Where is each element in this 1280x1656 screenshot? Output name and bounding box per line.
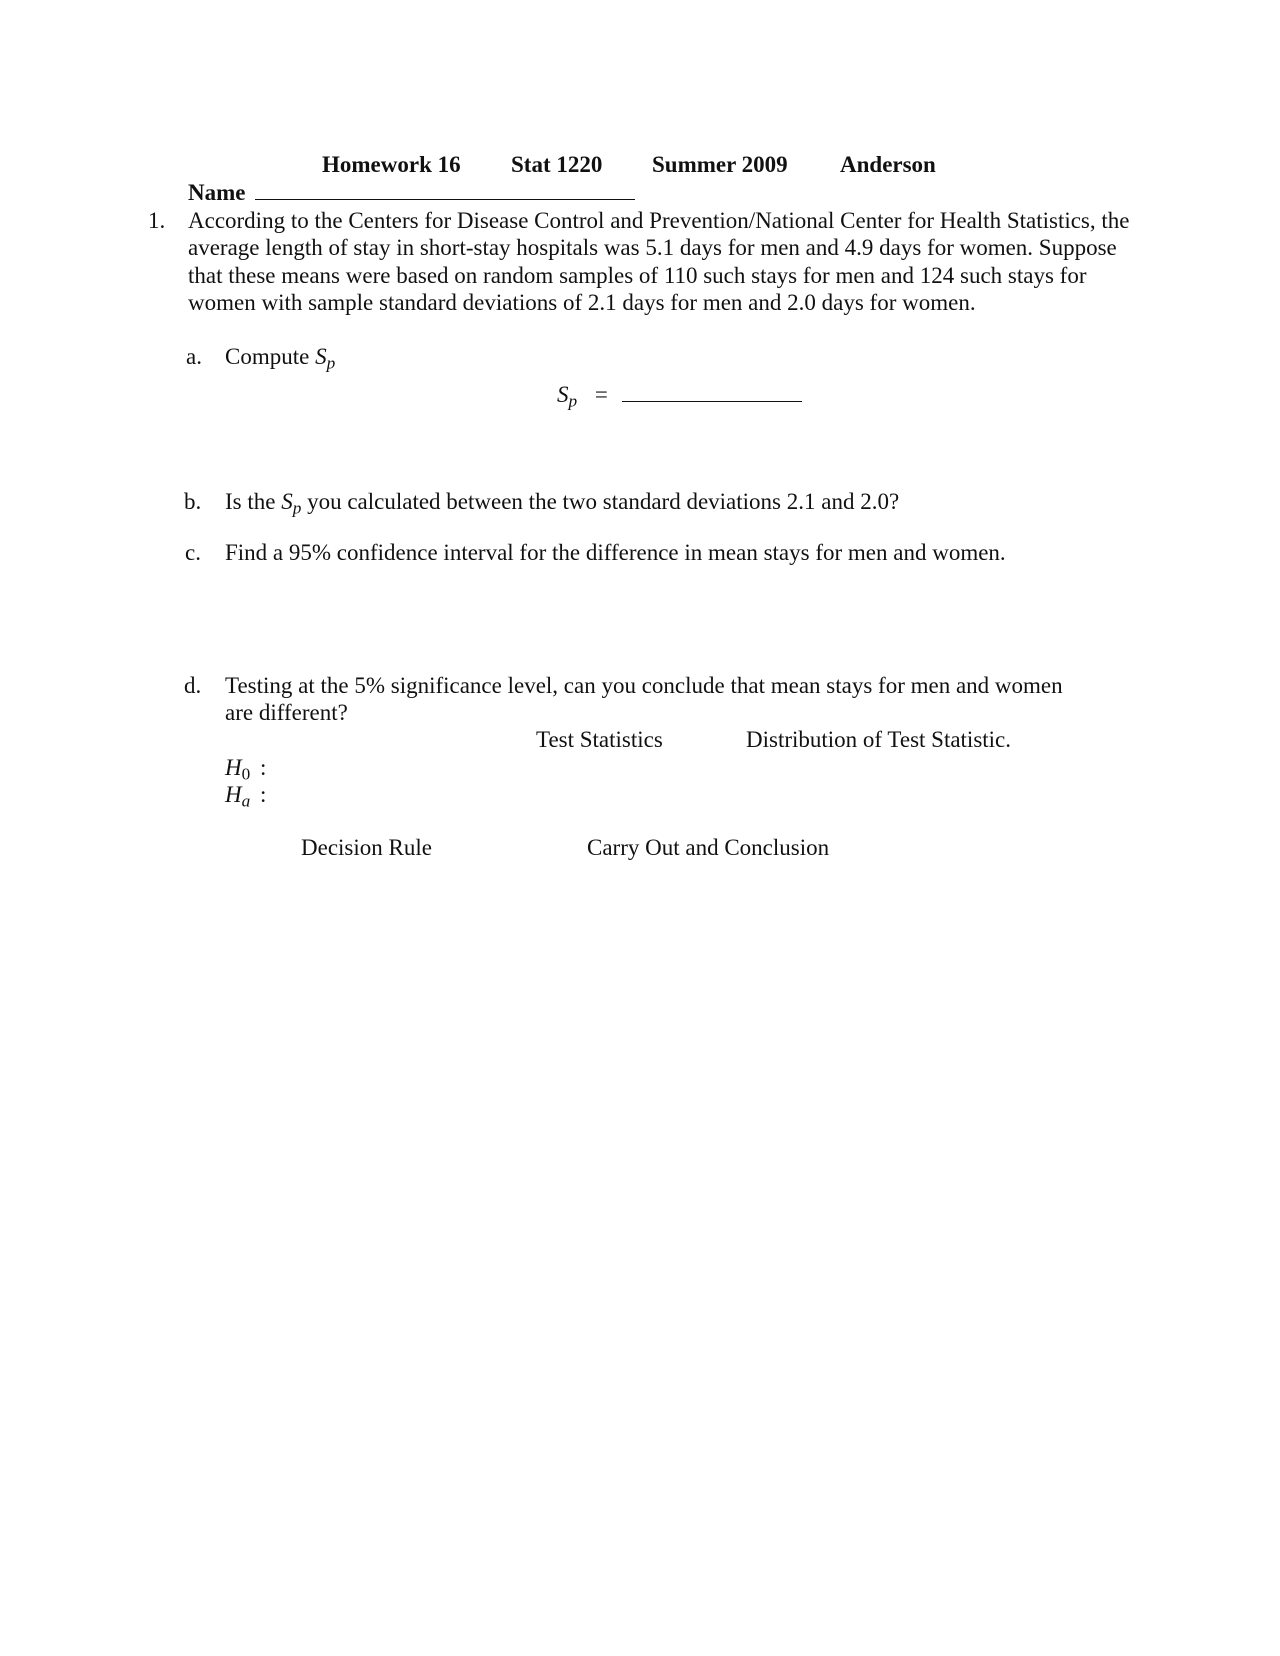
question-text: According to the Centers for Disease Control and Prevention/National Center for Health Statistics, the average length of stay in short-stay hospitals was 5.1 days for men and 4.9 days for women. Suppose that these means were based on random samples of 110 such stays for men and 124 such stays for women with sample standard deviations of 2.1 days for men and 2.0 days for women.	[188, 208, 1130, 315]
question-number: 1.	[148, 208, 166, 233]
equals-sign: =	[594, 382, 608, 407]
sp-symbol: $S_p$	[557, 382, 578, 411]
part-a-letter: a.	[186, 344, 202, 369]
sp-answer-line	[557, 381, 802, 411]
sp-answer-blank[interactable]	[622, 381, 802, 402]
part-b-question: Is the $S_p$ you calculated between the two standard deviations 2.1 and 2.0?	[225, 489, 900, 518]
test-statistics-label: Test Statistics	[536, 727, 663, 752]
course-number: Stat 1220	[511, 152, 603, 177]
name-blank[interactable]	[255, 179, 635, 200]
decision-rule-label: Decision Rule	[301, 835, 432, 860]
part-c-letter: c.	[185, 540, 201, 565]
term: Summer 2009	[652, 152, 788, 177]
part-d-question-line2: are different?	[225, 700, 348, 725]
part-b-letter: b.	[184, 489, 202, 514]
homework-number: Homework 16	[322, 152, 461, 177]
part-d-letter: d.	[184, 673, 202, 698]
name-field	[188, 179, 635, 206]
null-hypothesis: $H_0$ :	[225, 755, 267, 784]
distribution-label: Distribution of Test Statistic.	[746, 727, 1012, 752]
name-label: Name	[188, 180, 246, 205]
instructor: Anderson	[840, 152, 936, 177]
part-d-question-line1: Testing at the 5% significance level, can you conclude that mean stays for men and women	[225, 673, 1063, 698]
carry-out-label: Carry Out and Conclusion	[587, 835, 830, 860]
part-c-question: Find a 95% confidence interval for the difference in mean stays for men and women.	[225, 540, 1006, 565]
alternative-hypothesis: $H_a$ :	[225, 782, 267, 811]
part-a-prompt: Compute $S_p$	[225, 344, 336, 373]
